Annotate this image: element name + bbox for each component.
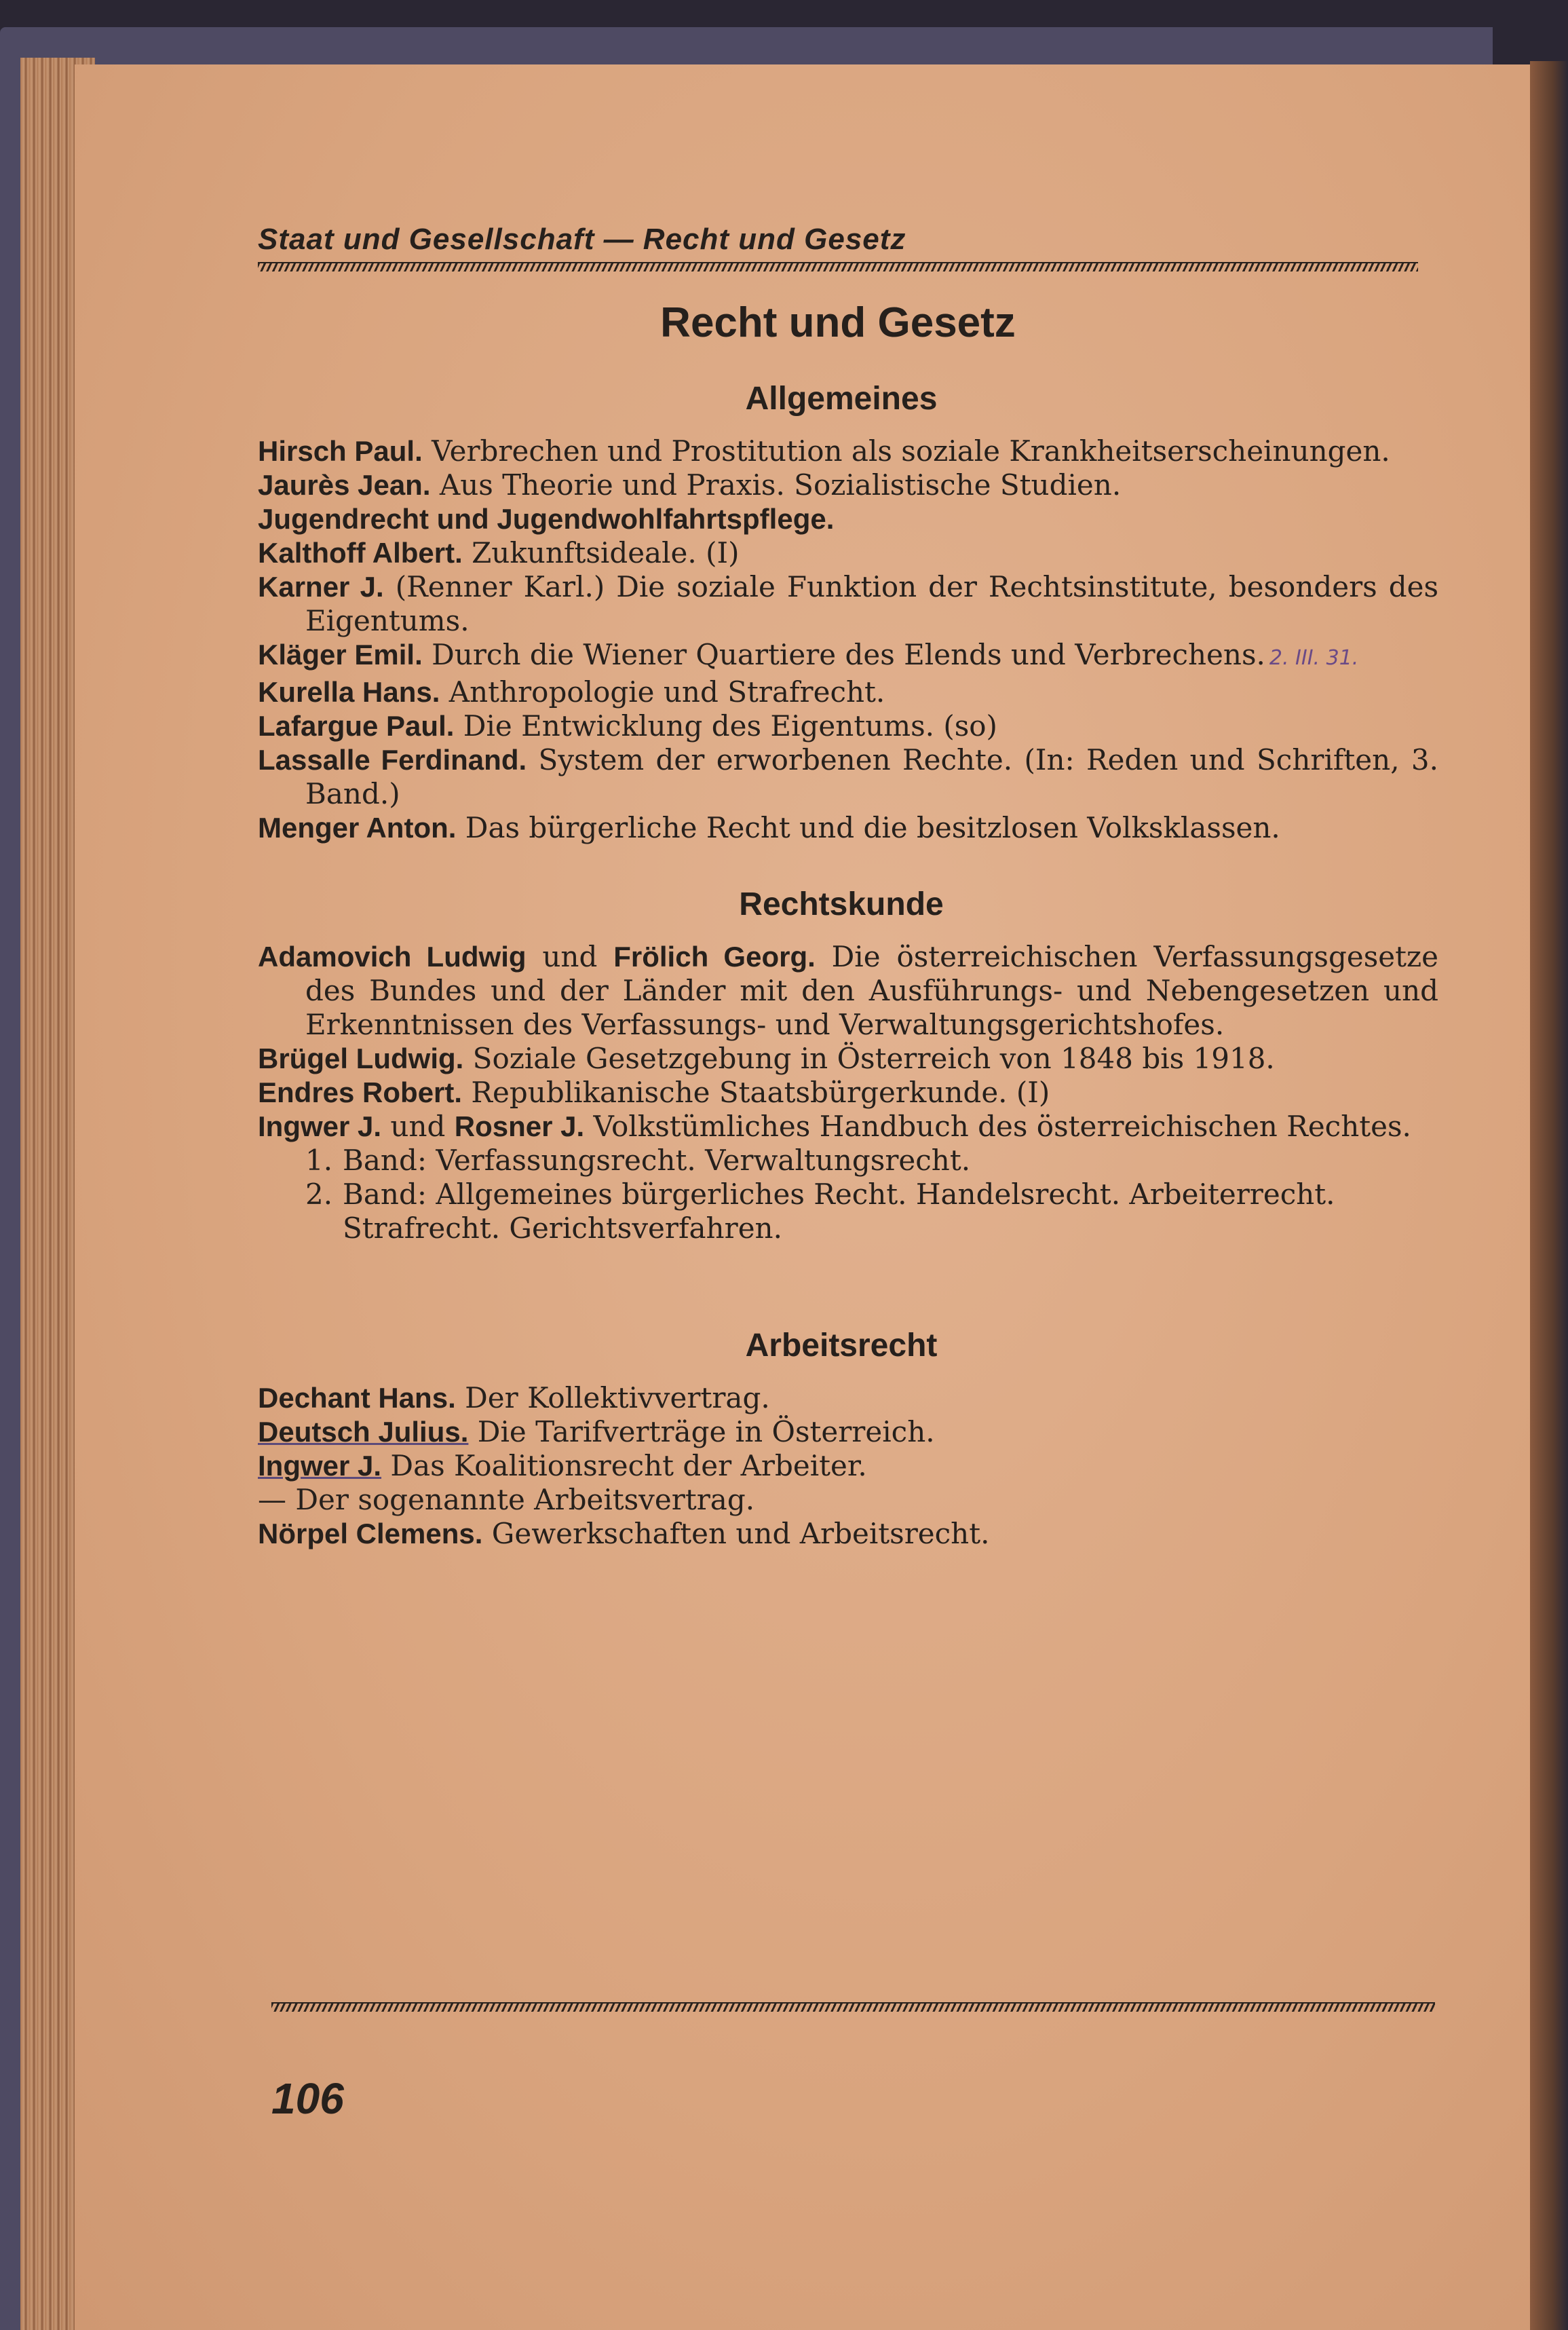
- volume-entry: [258, 1144, 1438, 1178]
- bibliography-entry: [258, 709, 1438, 743]
- bibliography-entry: [258, 434, 1438, 468]
- entry-author: Hirsch Paul.: [258, 435, 423, 467]
- entry-author: Brügel Ludwig.: [258, 1042, 464, 1074]
- bibliography-entry: [258, 1415, 1438, 1449]
- bibliography-entry: [258, 940, 1438, 1042]
- bibliography-entry: [258, 638, 1438, 675]
- bibliography-entry: [258, 536, 1438, 570]
- bibliography-entry: [258, 1381, 1438, 1415]
- bibliography-entry: [258, 675, 1438, 709]
- entry-author: Kläger Emil.: [258, 639, 423, 671]
- entry-author: Ingwer J.: [258, 1110, 382, 1142]
- handwritten-date-note: 2. III. 31.: [1269, 646, 1359, 670]
- entry-author: Karner J.: [258, 571, 384, 603]
- entry-title: Zukunftsideale. (I): [472, 536, 740, 569]
- entry-coauthor: Rosner J.: [454, 1110, 585, 1142]
- entry-author: Lassalle Ferdinand.: [258, 744, 527, 776]
- bibliography-entry: [258, 811, 1438, 845]
- entry-title: Die Tarifverträge in Österreich.: [477, 1415, 935, 1448]
- bibliography-entry: [258, 1449, 1438, 1483]
- entry-title: Das bürgerliche Recht und die besitzlosen Volksklassen.: [465, 811, 1280, 844]
- entry-author: Dechant Hans.: [258, 1382, 456, 1414]
- page-title: Recht und Gesetz: [660, 299, 1016, 346]
- entry-title: Volkstümliches Handbuch des österreichischen Rechtes.: [593, 1110, 1411, 1143]
- page-number: 106: [271, 2074, 344, 2123]
- bibliography-entry: [258, 1483, 1438, 1517]
- entry-title: Aus Theorie und Praxis. Sozialistische Studien.: [439, 468, 1122, 502]
- bibliography-entry: [258, 1517, 1438, 1551]
- footer-rule: [271, 2002, 1435, 2012]
- entry-title: Das Koalitionsrecht der Arbeiter.: [390, 1449, 867, 1482]
- volume-title: Band: Allgemeines bürgerliches Recht. Handelsrecht. Arbeiterrecht. Strafrecht. Gerichtsverfahren.: [343, 1178, 1335, 1245]
- section-heading-arbeitsrecht: Arbeitsrecht: [745, 1328, 938, 1364]
- bibliography-entry: [258, 1110, 1438, 1144]
- entry-title: Durch die Wiener Quartiere des Elends und Verbrechens.: [432, 638, 1265, 671]
- entry-author: Endres Robert.: [258, 1076, 463, 1108]
- entry-title: Der Kollektivvertrag.: [465, 1381, 770, 1414]
- entry-ditto-dash: —: [258, 1483, 286, 1516]
- entry-author: Nörpel Clemens.: [258, 1518, 483, 1549]
- entry-title: Die Entwicklung des Eigentums. (so): [463, 709, 997, 743]
- bibliography-entry: [258, 468, 1438, 502]
- entry-author: Lafargue Paul.: [258, 710, 455, 742]
- bibliography-list-rechtskunde: [258, 940, 1438, 1245]
- bibliography-entry: [258, 502, 1438, 536]
- entry-author: Deutsch Julius.: [258, 1416, 469, 1448]
- entry-author: Adamovich Ludwig: [258, 941, 527, 973]
- entry-author: Jugendrecht und Jugendwohlfahrtspflege.: [258, 503, 835, 535]
- entry-conjunction: und: [390, 1110, 446, 1143]
- running-head: Staat und Gesellschaft — Recht und Gesetz: [258, 223, 906, 256]
- section-heading-allgemeines: Allgemeines: [745, 381, 938, 417]
- bibliography-list-allgemeines: [258, 434, 1438, 845]
- entry-title: System der erworbenen Rechte. (In: Reden und Schriften, 3. Band.): [305, 743, 1438, 810]
- header-rule: [258, 262, 1418, 271]
- entry-conjunction: und: [542, 940, 598, 973]
- bibliography-list-arbeitsrecht: [258, 1381, 1438, 1551]
- volume-title: Band: Verfassungsrecht. Verwaltungsrecht.: [343, 1144, 971, 1177]
- entry-title: Der sogenannte Arbeitsvertrag.: [295, 1483, 755, 1516]
- entry-author: Kurella Hans.: [258, 676, 440, 708]
- entry-title: (Renner Karl.) Die soziale Funktion der Rechtsinstitute, besonders des Eigentums.: [305, 570, 1439, 637]
- bibliography-entry: [258, 743, 1438, 811]
- entry-author: Jaurès Jean.: [258, 469, 431, 501]
- bibliography-entry: [258, 1042, 1438, 1076]
- volume-number: 1.: [305, 1144, 333, 1177]
- entry-coauthor: Frölich Georg.: [613, 941, 816, 973]
- entry-title: Anthropologie und Strafrecht.: [448, 675, 885, 709]
- section-heading-rechtskunde: Rechtskunde: [739, 886, 944, 922]
- entry-title: Republikanische Staatsbürgerkunde. (I): [471, 1076, 1050, 1109]
- entry-title: Gewerkschaften und Arbeitsrecht.: [491, 1517, 990, 1550]
- entry-title: Soziale Gesetzgebung in Österreich von 1848 bis 1918.: [472, 1042, 1275, 1075]
- entry-author: Ingwer J.: [258, 1450, 382, 1482]
- entry-title: Verbrechen und Prostitution als soziale Krankheitserscheinungen.: [432, 434, 1390, 468]
- entry-author: Menger Anton.: [258, 812, 457, 844]
- bibliography-entry: [258, 1076, 1438, 1110]
- bibliography-entry: [258, 570, 1438, 638]
- volume-number: 2.: [305, 1178, 333, 1211]
- entry-title: Die österreichischen Verfassungsgesetze des Bundes und der Länder mit den Ausführungs- und Nebengesetzen und Erkenntnissen des Verfassungs- und Verwaltungsgerichtshofes.: [305, 940, 1438, 1041]
- volume-entry: [258, 1178, 1438, 1245]
- entry-author: Kalthoff Albert.: [258, 537, 463, 569]
